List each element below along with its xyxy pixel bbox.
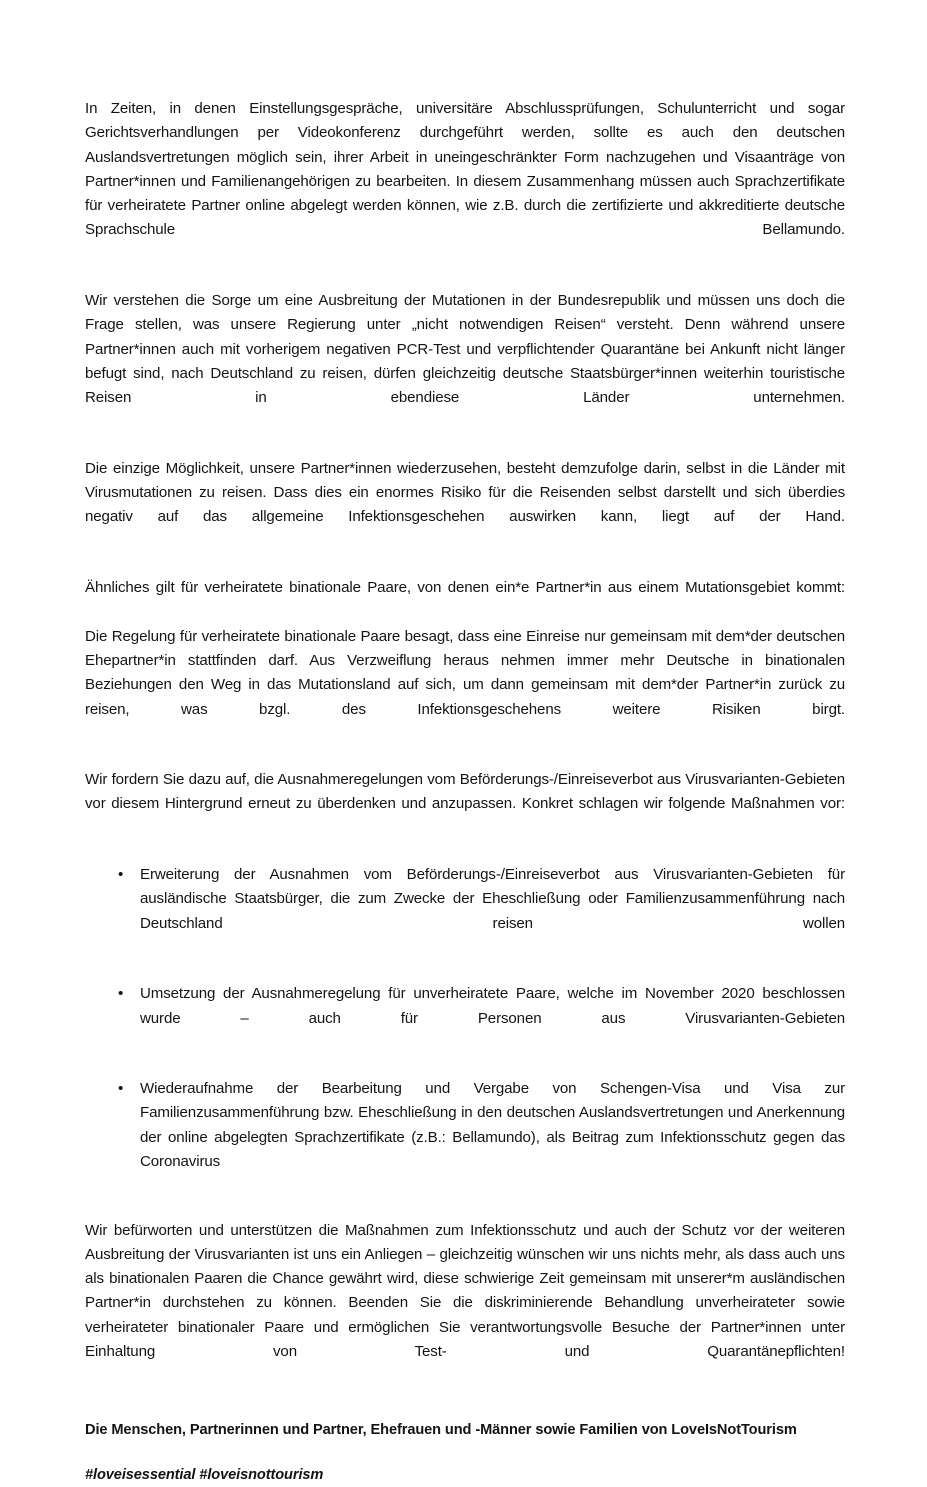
- list-item: [85, 863, 845, 960]
- list-item: [85, 982, 845, 1055]
- paragraph-sorge-mutationen: Wir verstehen die Sorge um eine Ausbreitung der Mutationen in der Bundesrepublik und müssen uns doch die Frage stellen, was unsere Regierung unter „nicht notwendigen Reisen“ versteht. Denn während unsere Partner*innen auch mit vorherigem negativen PCR-Test und verpflichtender Quarantäne bei Ankunft nicht länger befugt sind, nach Deutschland zu reisen, dürfen gleichzeitig deutsche Staatsbürger*innen weiterhin touristische Reisen in ebendiese Länder unternehmen.: [85, 292, 845, 407]
- list-item-text: Umsetzung der Ausnahmeregelung für unverheiratete Paare, welche im November 2020 beschlossen wurde – auch für Personen aus Virusvarianten-Gebieten: [140, 985, 845, 1027]
- bullet-icon: •: [118, 866, 124, 884]
- list-item-text: Wiederaufnahme der Bearbeitung und Vergabe von Schengen-Visa und Visa zur Familienzusammenführung bzw. Eheschließung in den deutschen Auslandsvertretungen und Anerkennung der online abgelegten Sprachzertifikate (z.B.: Bellamundo), als Beitrag zum Infektionsschutz gegen das Coronavirus: [140, 1080, 845, 1170]
- bullet-icon: •: [118, 1080, 124, 1098]
- demands-list: [85, 863, 845, 1199]
- signature-line: Die Menschen, Partnerinnen und Partner, Ehefrauen und -Männer sowie Familien von LoveIsNotTourism: [85, 1421, 797, 1438]
- paragraph-forderung-einleitung: Wir fordern Sie dazu auf, die Ausnahmeregelungen vom Beförderungs-/Einreiseverbot aus Virusvarianten-Gebieten vor diesem Hintergrund erneut zu überdenken und anzupassen. Konkret schlagen wir folgende Maßnahmen vor:: [85, 771, 845, 813]
- document-body: [85, 97, 845, 1487]
- list-item-text: Erweiterung der Ausnahmen vom Beförderungs-/Einreiseverbot aus Virusvarianten-Gebieten für ausländische Staatsbürger, die zum Zwecke der Eheschließung oder Familienzusammenführung nach Deutschland reisen wollen: [140, 866, 845, 932]
- hashtag-line: #loveisessential #loveisnottourism: [85, 1466, 324, 1483]
- paragraph-videokonferenz: In Zeiten, in denen Einstellungsgespräche, universitäre Abschlussprüfungen, Schulunterricht und sogar Gerichtsverhandlungen per Videokonferenz durchgeführt werden, sollte es auch den deutschen Auslandsvertretungen möglich sein, ihrer Arbeit in uneingeschränkter Form nachzugehen und Visaanträge von Partner*innen und Familienangehörigen zu bearbeiten. In diesem Zusammenhang müssen auch Sprachzertifikate für verheiratete Partner online abgelegt werden können, wie z.B. durch die zertifizierte und akkreditierte deutsche Sprachschule Bellamundo.: [85, 100, 845, 239]
- bullet-icon: •: [118, 985, 124, 1003]
- paragraph-regelung-verheiratete: Die Regelung für verheiratete binationale Paare besagt, dass eine Einreise nur gemeinsam mit dem*der deutschen Ehepartner*in stattfinden darf. Aus Verzweiflung heraus nehmen immer mehr Deutsche in binationalen Beziehungen den Weg in das Mutationsland auf sich, um dann gemeinsam mit dem*der Partner*in zurück zu reisen, was bzgl. des Infektionsgeschehens weitere Risiken birgt.: [85, 627, 845, 718]
- paragraph-einzige-moeglichkeit: Die einzige Möglichkeit, unsere Partner*innen wiederzusehen, besteht demzufolge darin, selbst in die Länder mit Virusmutationen zu reisen. Dass dies ein enormes Risiko für die Reisenden selbst darstellt und sich überdies negativ auf das allgemeine Infektionsgeschehen auswirken kann, liegt auf der Hand.: [85, 459, 845, 526]
- paragraph-aehnliches-gilt: Ähnliches gilt für verheiratete binationale Paare, von denen ein*e Partner*in aus einem Mutationsgebiet kommt:: [85, 579, 845, 597]
- paragraph-befuerworten-schluss: Wir befürworten und unterstützen die Maßnahmen zum Infektionsschutz und auch der Schutz vor der weiteren Ausbreitung der Virusvarianten ist uns ein Anliegen – gleichzeitig wünschen wir uns nichts mehr, als dass auch uns als binationalen Paaren die Chance gewährt wird, diese schwierige Zeit gemeinsam mit unserer*m ausländischen Partner*in durchstehen zu können. Beenden Sie die diskriminierende Behandlung unverheirateter sowie verheirateter binationaler Paare und ermöglichen Sie verantwortungsvolle Besuche der Partner*innen unter Einhaltung von Test- und Quarantänepflichten!: [85, 1221, 845, 1361]
- list-item: [85, 1077, 845, 1198]
